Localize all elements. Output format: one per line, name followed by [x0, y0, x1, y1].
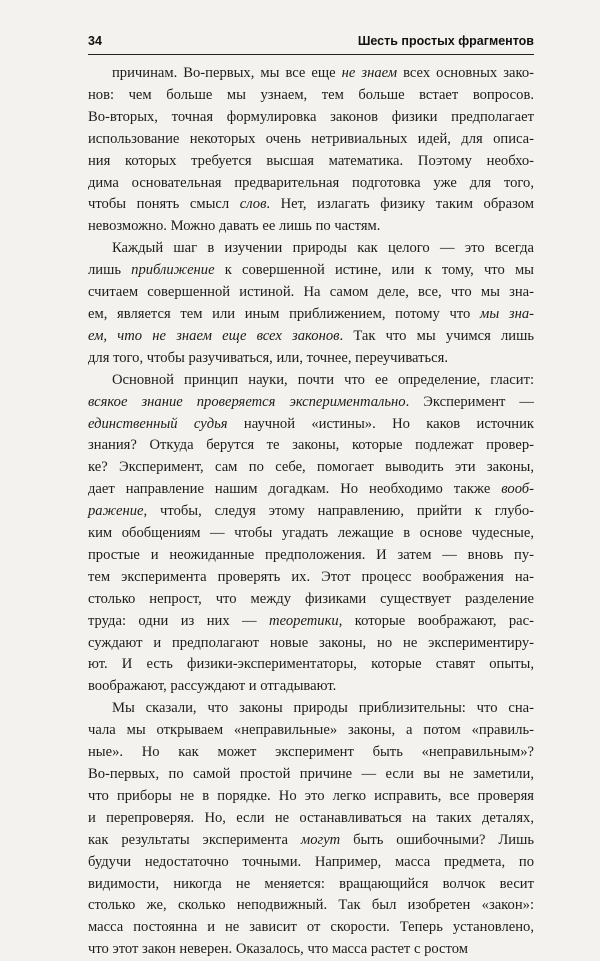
text-line	[88, 545, 534, 567]
italic-emphasis: не знаем	[341, 65, 398, 81]
text-line	[88, 654, 534, 676]
body-text	[88, 63, 534, 961]
page-number: 34	[88, 34, 102, 48]
text-run: всех основных зако-	[397, 65, 534, 81]
text-line	[88, 260, 534, 282]
text-line	[88, 567, 534, 589]
text-run: столько же, сколько неподвижный. Так был изобретен «закон»:	[88, 897, 534, 914]
text-line	[88, 676, 534, 698]
text-line	[88, 501, 534, 523]
text-run: , чтобы, следуя этому направлению, прийти к глубо-	[143, 503, 534, 520]
italic-emphasis: всякое знание проверяется экспериментально	[88, 393, 406, 410]
text-run: и перепроверяя. Но, если не останавливаться на таких деталях,	[88, 809, 534, 826]
text-run: ют. И есть физики-экспериментаторы, которые ставят опыты,	[88, 656, 534, 673]
text-line	[88, 874, 534, 896]
text-run: . Эксперимент —	[405, 393, 534, 410]
text-line	[88, 742, 534, 764]
text-run: нов: чем больше мы узнаем, тем больше встает вопросов.	[88, 86, 534, 103]
italic-emphasis: ем, что не знаем еще всех законов	[88, 327, 340, 344]
text-line	[88, 414, 534, 436]
text-run: дима основательная предварительная подготовка уже для того,	[88, 174, 534, 191]
text-line	[88, 764, 534, 786]
text-run: использование некоторых очень нетривиальных идей, для описа-	[88, 130, 534, 147]
text-line	[88, 939, 534, 961]
header-rule	[88, 54, 534, 55]
text-run: масса постоянна и не зависит от скорости. Теперь установлено,	[88, 919, 534, 936]
text-run: к совершенной истине, или к тому, что мы	[214, 262, 534, 279]
italic-emphasis: вооб-	[501, 481, 534, 498]
text-line	[88, 238, 534, 260]
text-run: чтобы понять смысл	[88, 196, 240, 213]
text-run: для того, чтобы разучиваться, или, точнее, переучиваться.	[88, 349, 448, 366]
running-title: Шесть простых фрагментов	[357, 34, 534, 48]
text-run: как результаты эксперимента	[88, 831, 301, 848]
text-line	[88, 107, 534, 129]
text-run: тем эксперимента проверять их. Этот процесс воображения на-	[88, 568, 534, 585]
text-run: Во-вторых, точная формулировка законов физики предполагает	[88, 108, 534, 125]
text-line	[88, 151, 534, 173]
text-run: что приборы не в порядке. Но это легко исправить, все проверяя	[88, 787, 534, 804]
italic-emphasis: ражение	[88, 503, 144, 520]
text-run: ния которых требуется высшая математика. Поэтому необхо-	[88, 152, 534, 169]
text-run: простые и неожиданные предположения. И затем — вновь пу-	[88, 546, 534, 563]
text-run: . Так что мы учимся лишь	[339, 327, 535, 344]
text-run: Основной принцип науки, почти что ее определение, гласит:	[112, 371, 534, 388]
text-line	[88, 895, 534, 917]
text-run: труда: одни из них —	[88, 612, 270, 629]
italic-emphasis: мы зна-	[480, 305, 534, 322]
text-line	[88, 698, 534, 720]
running-header	[88, 34, 534, 48]
text-run: суждают и предполагают новые законы, но не экспериментиру-	[88, 634, 534, 651]
text-line	[88, 392, 534, 414]
italic-emphasis: слов	[239, 196, 267, 213]
text-line	[88, 589, 534, 611]
text-line	[88, 282, 534, 304]
text-line	[88, 633, 534, 655]
text-run: Во-первых, по самой простой причине — если вы не заметили,	[88, 766, 534, 782]
text-run: . Нет, излагать физику таким образом	[266, 196, 534, 213]
text-run: ким обобщениям — чтобы угадать лежащие в основе чудесные,	[88, 525, 534, 542]
text-line	[88, 830, 534, 852]
text-run: знания? Откуда берутся те законы, которые подлежат провер-	[88, 437, 534, 454]
text-line	[88, 435, 534, 457]
text-run: ем, является тем или иным приближением, потому что	[88, 305, 481, 322]
text-line	[88, 786, 534, 808]
text-line	[88, 808, 534, 830]
italic-emphasis: единственный судья	[88, 415, 228, 432]
text-line	[88, 917, 534, 939]
italic-emphasis: теоретики	[269, 612, 339, 629]
text-run: чала мы открываем «неправильные» законы, а потом «правиль-	[88, 722, 534, 739]
text-run: будучи недостаточно точными. Например, масса предмета, по	[88, 853, 534, 870]
text-run: Каждый шаг в изучении природы как целого — это всегда	[112, 240, 534, 257]
text-run: воображают, рассуждают и отгадывают.	[88, 678, 337, 695]
text-line	[88, 457, 534, 479]
text-run: ке? Эксперимент, сам по себе, помогает выводить эти законы,	[88, 459, 534, 476]
text-line	[88, 348, 534, 370]
text-line	[88, 194, 534, 216]
text-line	[88, 326, 534, 348]
text-line	[88, 852, 534, 874]
text-line	[88, 523, 534, 545]
text-run: быть ошибочными? Лишь	[340, 831, 534, 848]
text-run: считаем совершенной истиной. На самом деле, все, что мы зна-	[88, 284, 534, 301]
text-line	[88, 63, 534, 85]
text-line	[88, 611, 534, 633]
text-line	[88, 304, 534, 326]
text-run: лишь	[88, 262, 132, 279]
text-run: столько непрост, что между физиками существует разделение	[88, 590, 534, 607]
text-line	[88, 173, 534, 195]
text-line	[88, 720, 534, 742]
text-line	[88, 370, 534, 392]
text-run: дает направление нашим догадкам. Но необходимо также	[88, 481, 502, 498]
text-line	[88, 216, 534, 238]
text-line	[88, 85, 534, 107]
text-run: научной «истины». Но каков источник	[227, 415, 534, 432]
text-run: видимости, никогда не меняется: вращающийся волчок весит	[88, 875, 534, 892]
text-line	[88, 129, 534, 151]
italic-emphasis: приближение	[131, 262, 215, 279]
text-run: , которые воображают, рас-	[338, 612, 534, 629]
text-run: ные». Но как может эксперимент быть «неправильным»?	[88, 744, 534, 761]
text-line	[88, 479, 534, 501]
text-run: невозможно. Можно давать ее лишь по частям.	[88, 218, 381, 235]
text-run: что этот закон неверен. Оказалось, что масса растет с ростом	[88, 941, 468, 958]
text-run: причинам. Во-первых, мы все еще	[112, 65, 342, 81]
text-run: Мы сказали, что законы природы приблизительны: что сна-	[112, 700, 534, 717]
italic-emphasis: могут	[300, 831, 341, 848]
